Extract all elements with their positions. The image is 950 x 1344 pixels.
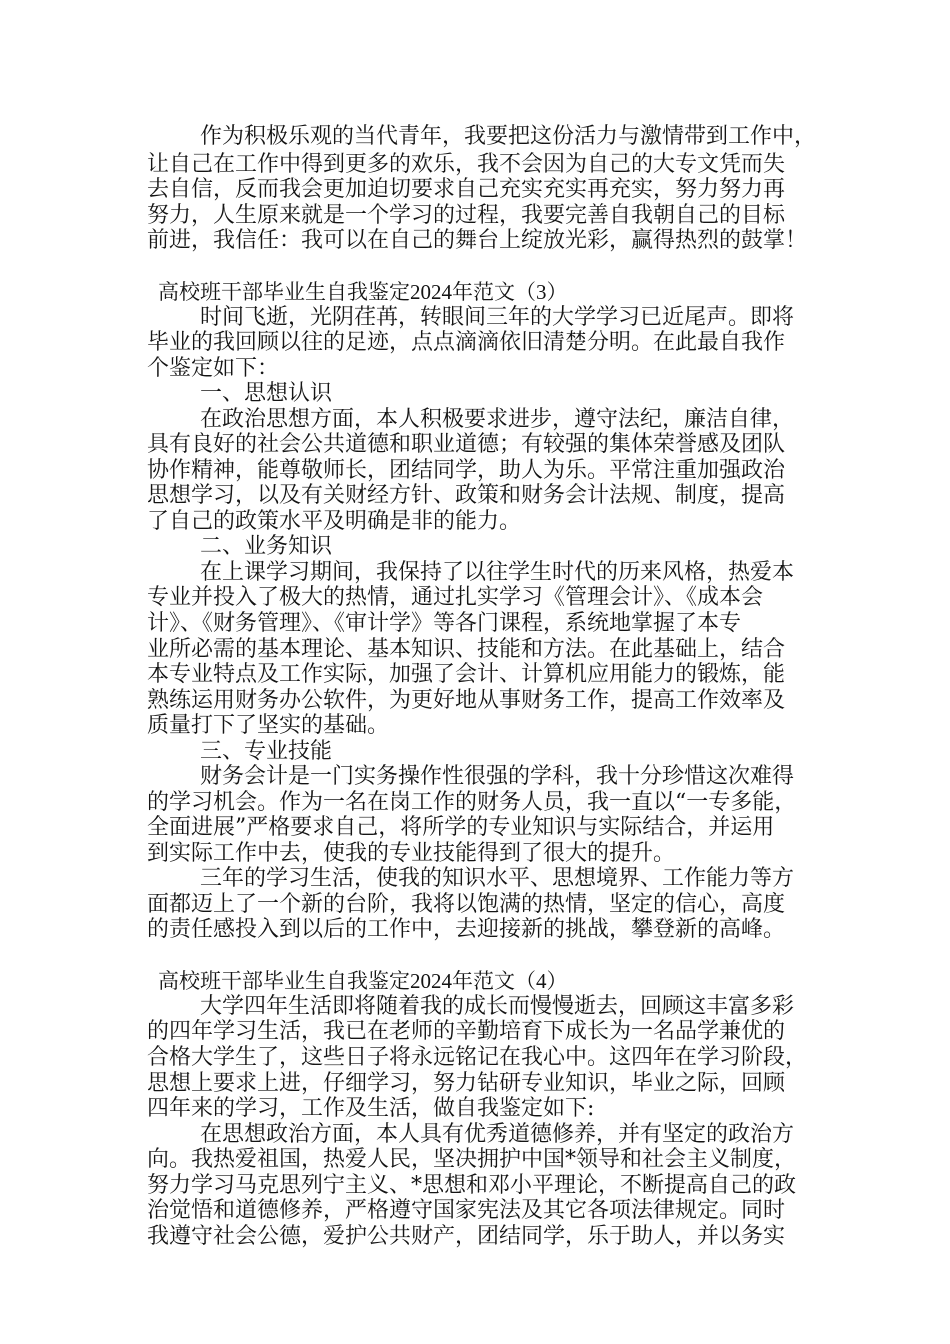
paragraph-line: 到实际工作中去，使我的专业技能得到了很大的提升。	[147, 841, 676, 866]
paragraph-line: 全面进展”严格要求自己，将所学的专业知识与实际结合，并运用	[147, 815, 775, 840]
paragraph-line: 财务会计是一门实务操作性很强的学科，我十分珍惜这次难得	[200, 764, 795, 789]
paragraph-line: 熟练运用财务办公软件，为更好地从事财务工作，提高工作效率及	[147, 688, 786, 713]
paragraph-line: 大学四年生活即将随着我的成长而慢慢逝去，回顾这丰富多彩	[200, 994, 795, 1019]
paragraph-line: 前进，我信任：我可以在自己的舞台上绽放光彩，赢得热烈的鼓掌！	[147, 228, 808, 253]
paragraph-line: 合格大学生了，这些日子将永远铭记在我心中。这四年在学习阶段，	[147, 1045, 808, 1070]
paragraph-line: 向。我热爱祖国，热爱人民，坚决拥护中国*领导和社会主义制度，	[147, 1147, 797, 1172]
paragraph-line: 思想学习，以及有关财经方针、政策和财务会计法规、制度，提高	[147, 483, 786, 508]
paragraph-line: 本专业特点及工作实际，加强了会计、计算机应用能力的锻炼，能	[147, 662, 786, 687]
paragraph-line: 个鉴定如下：	[147, 356, 280, 381]
paragraph-line: 思想上要求上进，仔细学习，努力钻研专业知识，毕业之际，回顾	[147, 1071, 786, 1096]
paragraph-line: 协作精神，能尊敬师长，团结同学，助人为乐。平常注重加强政治	[147, 458, 786, 483]
paragraph-line: 努力，人生原来就是一个学习的过程，我要完善自我朝自己的目标	[147, 203, 786, 228]
subsection-heading: 一、思想认识	[200, 381, 333, 406]
paragraph-line: 三年的学习生活，使我的知识水平、思想境界、工作能力等方	[200, 866, 795, 891]
paragraph-line: 在政治思想方面，本人积极要求进步，遵守法纪，廉洁自律，	[200, 407, 795, 432]
paragraph-line: 在上课学习期间，我保持了以往学生时代的历来风格，热爱本	[200, 560, 795, 585]
paragraph-line: 我遵守社会公德，爱护公共财产，团结同学，乐于助人，并以务实	[147, 1224, 786, 1249]
section-heading: 高校班干部毕业生自我鉴定2024年范文（3）	[158, 280, 568, 304]
paragraph-line: 专业并投入了极大的热情，通过扎实学习《管理会计》、《成本会	[147, 585, 764, 610]
paragraph-line: 四年来的学习，工作及生活，做自我鉴定如下:	[147, 1096, 595, 1121]
paragraph-line: 计》、《财务管理》、《审计学》等各门课程，系统地掌握了本专	[147, 611, 742, 636]
section-heading: 高校班干部毕业生自我鉴定2024年范文（4）	[158, 969, 568, 993]
paragraph-line: 面都迈上了一个新的台阶，我将以饱满的热情，坚定的信心，高度	[147, 892, 786, 917]
paragraph-line: 质量打下了坚实的基础。	[147, 713, 390, 738]
subsection-heading: 三、专业技能	[200, 739, 333, 764]
paragraph-line: 的学习机会。作为一名在岗工作的财务人员，我一直以“一专多能，	[147, 790, 797, 815]
paragraph-line: 努力学习马克思列宁主义、*思想和邓小平理论，不断提高自己的政	[147, 1173, 797, 1198]
paragraph-line: 时间飞逝，光阴荏苒，转眼间三年的大学学习已近尾声。即将	[200, 305, 795, 330]
paragraph-line: 的责任感投入到以后的工作中，去迎接新的挑战，攀登新的高峰。	[147, 917, 786, 942]
subsection-heading: 二、业务知识	[200, 534, 333, 559]
paragraph-line: 毕业的我回顾以往的足迹，点点滴滴依旧清楚分明。在此最自我作	[147, 330, 786, 355]
paragraph-line: 业所必需的基本理论、基本知识、技能和方法。在此基础上，结合	[147, 637, 786, 662]
paragraph-line: 让自己在工作中得到更多的欢乐，我不会因为自己的大专文凭而失	[147, 152, 786, 177]
paragraph-line: 具有良好的社会公共道德和职业道德；有较强的集体荣誉感及团队	[147, 432, 786, 457]
paragraph-line: 治觉悟和道德修养，严格遵守国家宪法及其它各项法律规定。同时	[147, 1198, 786, 1223]
paragraph-line: 了自己的政策水平及明确是非的能力。	[147, 509, 522, 534]
paragraph-line: 的四年学习生活，我已在老师的辛勤培育下成长为一名品学兼优的	[147, 1019, 786, 1044]
paragraph-line: 在思想政治方面，本人具有优秀道德修养，并有坚定的政治方	[200, 1122, 795, 1147]
paragraph-line: 去自信，反而我会更加迫切要求自己充实充实再充实，努力努力再	[147, 177, 786, 202]
paragraph-line: 作为积极乐观的当代青年，我要把这份活力与激情带到工作中，	[200, 124, 817, 149]
